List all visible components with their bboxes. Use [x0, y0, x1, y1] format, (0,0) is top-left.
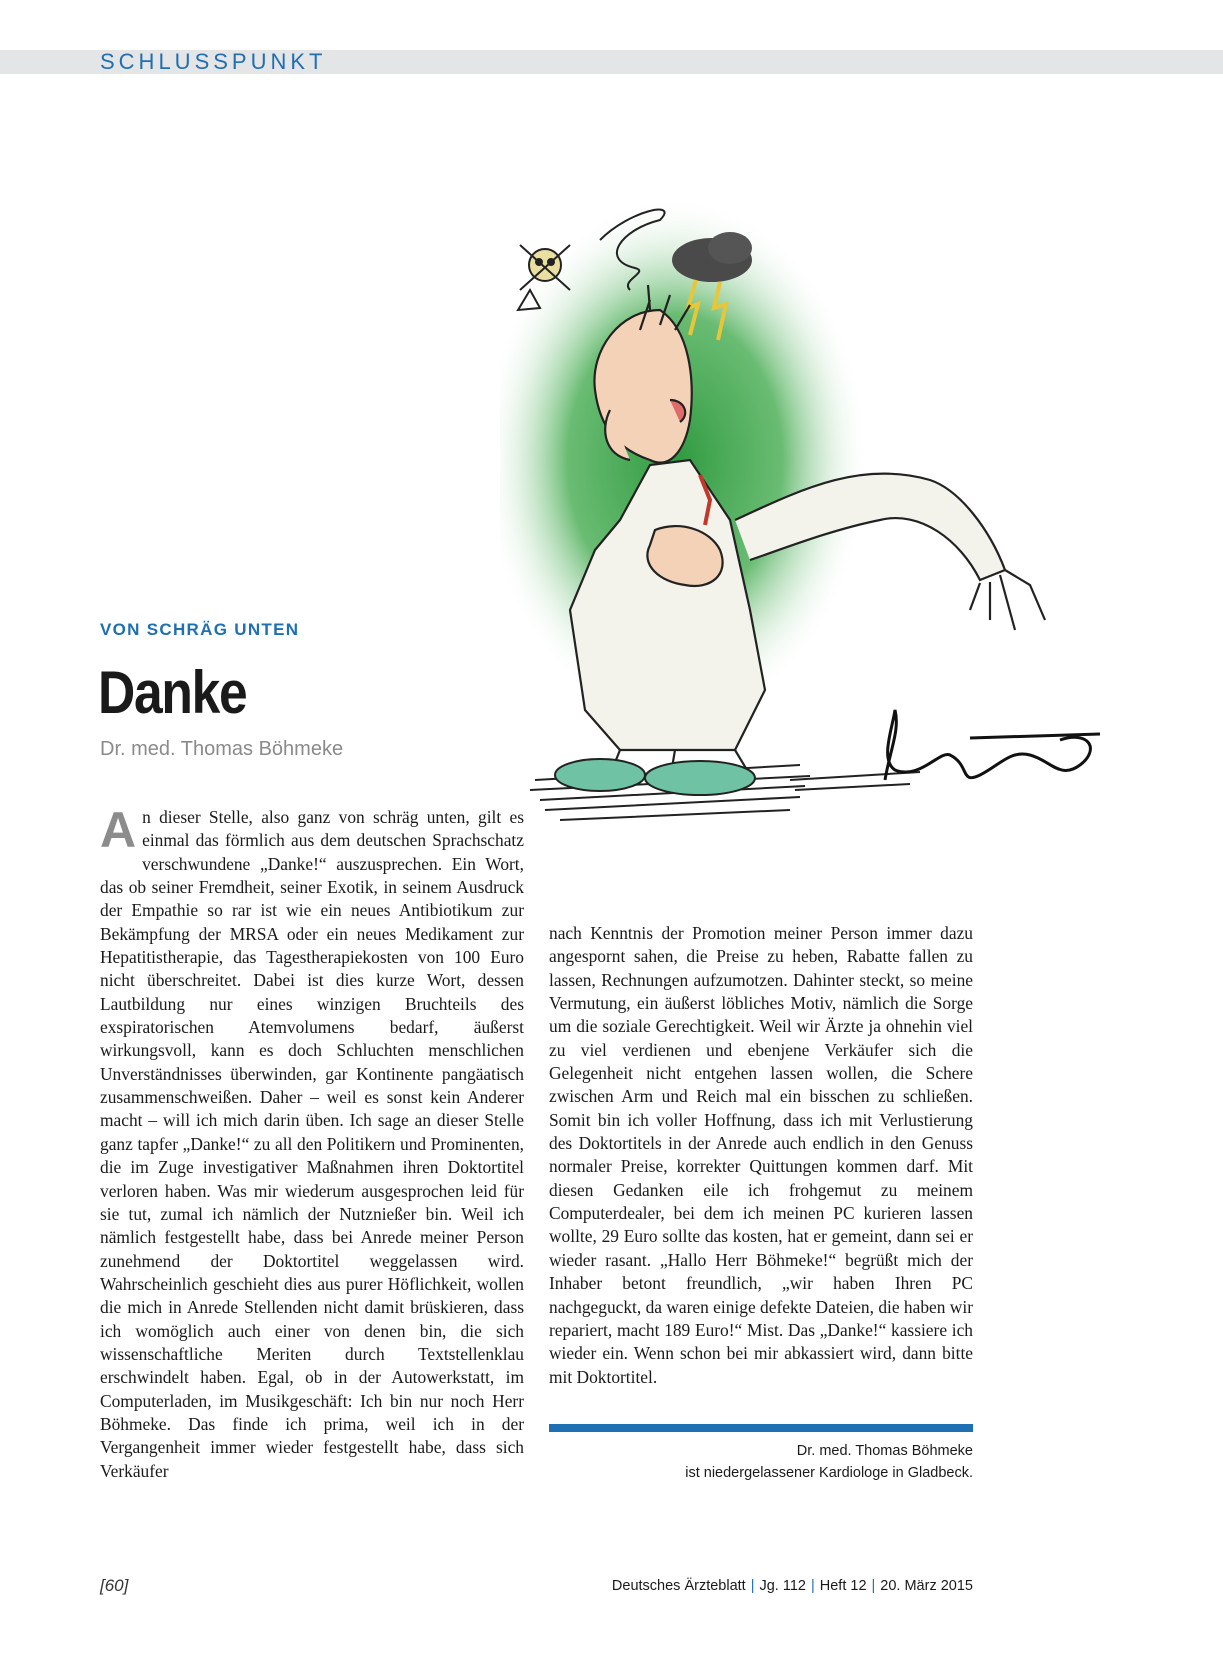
author-note	[549, 1440, 973, 1484]
separator: |	[750, 1578, 755, 1594]
drop-cap: A	[100, 802, 137, 858]
author-note-description: ist niedergelassener Kardiologe in Gladbeck.	[685, 1465, 973, 1481]
separator: |	[871, 1578, 876, 1594]
author-note-rule	[549, 1424, 973, 1432]
page-number: [60]	[100, 1576, 129, 1595]
body-text-left: n dieser Stelle, also ganz von schräg unten, gilt es einmal das förmlich aus dem deutschen Sprachschatz verschwundene „Danke!“ auszusprechen. Ein Wort, das ob seiner Fremdheit, seiner Exotik, in seinem Ausdruck der Empathie so rar ist wie ein neues Antibiotikum zur Bekämpfung der MRSA oder ein neues Medikament zur Hepatitistherapie, das Tagestherapiekosten von 100 Euro nicht überschreitet. Dabei ist dies kurze Wort, dessen Lautbildung nur eines winzigen Bruchteils des exspiratorischen Atemvolumens bedarf, äußerst wirkungsvoll, kann es doch Schluchten menschlichen Unverständnisses überwinden, gar Kontinente pangäatisch zusammenschweißen. Daher – weil es sonst kein Anderer macht – will ich mich darin üben. Ich sage an dieser Stelle ganz tapfer „Danke!“ zu all den Politikern und Prominenten, die im Zuge investigativer Maßnahmen ihren Doktortitel verloren haben. Was mir wiederum ausgesprochen leid für sie tut, zumal ich nämlich der Nutznießer bin. Weil ich nämlich festgestellt habe, dass bei Anrede meiner Person zunehmend der Doktortitel weggelassen wird. Wahrscheinlich geschieht dies aus purer Höflichkeit, wollen die mich in Anrede Stellenden nicht damit brüskieren, dass ich womöglich auch einer von denen bin, die sich wissenschaftliche Meriten durch Textstellenklau erschwindelt haben. Egal, ob in der Autowerkstatt, im Computerladen, im Musikgeschäft: Ich bin nur noch Herr Böhmeke. Das finde ich prima, weil ich in der Vergangenheit immer wieder festgestellt habe, dass sich Verkäufer	[100, 807, 524, 1481]
body-column-left	[100, 802, 524, 1483]
journal-issue: Heft 12	[819, 1578, 867, 1594]
signature-image	[885, 710, 1100, 780]
journal-info	[612, 1578, 973, 1594]
slippers	[555, 759, 755, 795]
journal-date: 20. März 2015	[880, 1578, 973, 1594]
journal-name: Deutsches Ärzteblatt	[611, 1578, 746, 1594]
section-label: SCHLUSSPUNKT	[100, 49, 327, 74]
journal-volume: Jg. 112	[759, 1578, 806, 1594]
author-note-name: Dr. med. Thomas Böhmeke	[796, 1443, 973, 1459]
body-column-right	[549, 922, 973, 1389]
article-kicker: VON SCHRÄG UNTEN	[100, 620, 300, 639]
article-author: Dr. med. Thomas Böhmeke	[100, 738, 344, 760]
body-text-right: nach Kenntnis der Promotion meiner Person immer dazu angespornt sahen, die Preise zu heben, Rabatte fallen zu lassen, Rechnungen aufzumotzen. Dahinter steckt, so meine Vermutung, ein äußerst löbliches Motiv, nämlich die Sorge um die soziale Gerechtigkeit. Weil wir Ärzte ja ohnehin viel zu viel verdienen und ebenjene Verkäufer sich die Gelegenheit nicht entgehen lassen wollen, die Schere zwischen Arm und Reich mal ein bisschen zu schließen. Somit bin ich voller Hoffnung, dass ich mit Verlustierung des Doktortitels in der Anrede auch endlich in den Genuss normaler Preise, korrekter Quittungen kommen darf. Mit diesen Gedanken eile ich frohgemut zu meinem Computerdealer, bei dem ich meinen PC kurieren lassen wollte, 29 Euro sollte das kosten, hat er gemeint, dann sei er wieder rasant. „Hallo Herr Böhmeke!“ begrüßt mich der Inhaber betont freundlich, „wir haben Ihren PC nachgeguckt, da waren einige defekte Dateien, die haben wir repariert, macht 189 Euro!“ Mist. Das „Danke!“ kassiere ich wieder ein. Wenn schon bei mir abkassiert wird, dann bitte mit Doktortitel.	[549, 923, 973, 1387]
article-title: Danke	[98, 659, 247, 726]
separator: |	[810, 1578, 815, 1594]
cartoon-illustration	[500, 190, 1130, 890]
